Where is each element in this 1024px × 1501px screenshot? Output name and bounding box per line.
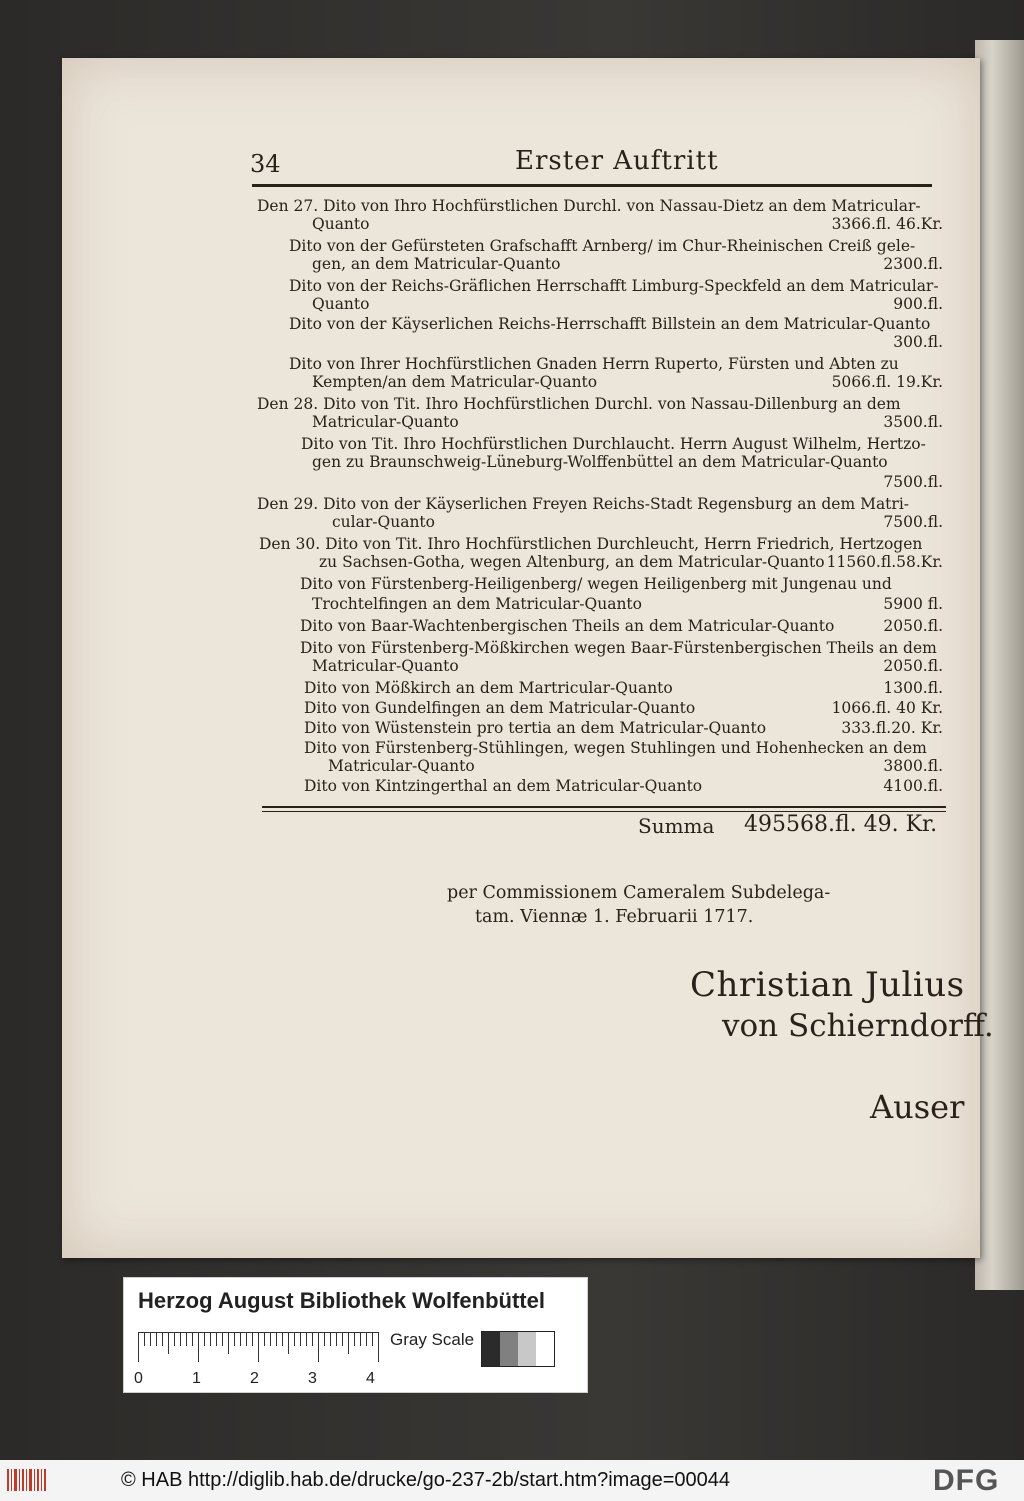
ruler-tick — [156, 1332, 157, 1346]
catchword: Auser — [870, 1088, 965, 1126]
ruler-tick — [264, 1332, 265, 1346]
next-page-edge — [975, 40, 1024, 1290]
ruler-tick — [216, 1332, 217, 1346]
ruler-tick — [306, 1332, 307, 1346]
entry-line: Quanto — [312, 295, 370, 313]
ruler-tick — [252, 1332, 253, 1346]
copyright-url[interactable]: © HAB http://diglib.hab.de/drucke/go-237-2b/start.htm?image=00044 — [121, 1469, 730, 1491]
ruler-tick — [192, 1332, 193, 1346]
summa-label: Summa — [638, 814, 715, 838]
library-label-card — [123, 1277, 588, 1393]
ruler-number: 3 — [308, 1370, 317, 1387]
ruler-tick — [180, 1332, 181, 1346]
library-name: Herzog August Bibliothek Wolfenbüttel — [138, 1288, 545, 1313]
entry-line: Den 28. Dito von Tit. Ihro Hochfürstlichen Durchl. von Nassau-Dillenburg an dem — [257, 395, 901, 413]
entry-amount: 3500.fl. — [883, 413, 943, 431]
ruler-tick — [174, 1332, 175, 1346]
header-rule — [252, 184, 932, 187]
entry-line: Dito von Fürstenberg-Heiligenberg/ wegen Heiligenberg mit Jungenau und — [300, 575, 892, 593]
ruler-tick — [366, 1332, 367, 1346]
entry-amount: 2050.fl. — [883, 657, 943, 675]
entry-line: Kempten/an dem Matricular-Quanto — [312, 373, 598, 391]
entry-amount: 7500.fl. — [883, 513, 943, 531]
ruler-tick — [150, 1332, 151, 1346]
ruler-tick — [270, 1332, 271, 1346]
ruler-number: 0 — [134, 1370, 143, 1387]
running-head: Erster Auftritt — [515, 146, 719, 176]
entry-line: zu Sachsen-Gotha, wegen Altenburg, an dem Matricular-Quanto — [319, 553, 825, 571]
entry-line: Dito von Ihrer Hochfürstlichen Gnaden Herrn Ruperto, Fürsten und Abten zu — [289, 355, 899, 373]
entry-amount: 11560.fl.58.Kr. — [826, 553, 943, 571]
entry-line: Dito von Wüstenstein pro tertia an dem Matricular-Quanto — [304, 719, 767, 737]
ruler-tick — [258, 1332, 259, 1362]
entry-amount: 3800.fl. — [883, 757, 943, 775]
signature-name: Christian Julius — [690, 965, 965, 1005]
entry-amount: 333.fl.20. Kr. — [841, 719, 943, 737]
ruler-number: 2 — [250, 1370, 259, 1387]
ruler-tick — [246, 1332, 247, 1346]
entry-line: Quanto — [312, 215, 370, 233]
entry-line: Den 29. Dito von der Käyserlichen Freyen Reichs-Stadt Regensburg an dem Matri- — [257, 495, 910, 513]
entry-line: Matricular-Quanto — [328, 757, 475, 775]
entry-line: gen zu Braunschweig-Lüneburg-Wolffenbüttel an dem Matricular-Quanto — [312, 453, 888, 471]
commission-line-1: per Commissionem Cameralem Subdelega- — [447, 883, 831, 903]
entry-line: Dito von Gundelfingen an dem Matricular-Quanto — [304, 699, 696, 717]
signature-surname: von Schierndorff. — [722, 1008, 994, 1044]
ruler-tick — [228, 1332, 229, 1354]
ruler-tick — [348, 1332, 349, 1354]
ruler-tick — [198, 1332, 199, 1362]
ruler-tick — [234, 1332, 235, 1346]
entry-line: Trochtelfingen an dem Matricular-Quanto — [312, 595, 642, 613]
total-rule — [262, 806, 946, 808]
ruler-tick — [378, 1332, 379, 1362]
entry-amount: 1066.fl. 40 Kr. — [831, 699, 943, 717]
ruler-tick — [360, 1332, 361, 1346]
ruler-tick — [138, 1332, 139, 1362]
entry-line: Dito von der Käyserlichen Reichs-Herrschafft Billstein an dem Matricular-Quanto — [289, 315, 931, 333]
ruler-tick — [330, 1332, 331, 1346]
gray-swatch — [518, 1332, 536, 1366]
commission-line-2: tam. Viennæ 1. Februarii 1717. — [475, 907, 754, 927]
ruler-number: 4 — [366, 1370, 375, 1387]
ruler-tick — [282, 1332, 283, 1346]
entry-amount: 5900 fl. — [883, 595, 943, 613]
dfg-logo: DFG — [933, 1464, 1000, 1497]
entry-amount: 900.fl. — [893, 295, 943, 313]
entry-line: gen, an dem Matricular-Quanto — [312, 255, 561, 273]
ruler-tick — [300, 1332, 301, 1346]
entry-line: Dito von Mößkirch an dem Martricular-Quanto — [304, 679, 673, 697]
entry-amount: 1300.fl. — [883, 679, 943, 697]
entry-line: cular-Quanto — [332, 513, 435, 531]
ruler-tick — [288, 1332, 289, 1354]
grayscale-swatches — [481, 1331, 555, 1367]
entry-line: Matricular-Quanto — [312, 657, 459, 675]
page-number: 34 — [250, 150, 281, 178]
entry-amount: 2300.fl. — [883, 255, 943, 273]
entry-line: Dito von Kintzingerthal an dem Matricular-Quanto — [304, 777, 703, 795]
barcode-icon — [6, 1466, 48, 1494]
entry-amount: 7500.fl. — [883, 473, 943, 491]
gray-swatch — [500, 1332, 518, 1366]
ruler-tick — [222, 1332, 223, 1346]
ruler-tick — [168, 1332, 169, 1354]
ruler-tick — [294, 1332, 295, 1346]
summa-value: 495568.fl. 49. Kr. — [744, 812, 938, 837]
ruler-tick — [312, 1332, 313, 1346]
entry-amount: 3366.fl. 46.Kr. — [831, 215, 943, 233]
gray-swatch — [482, 1332, 500, 1366]
entry-amount: 4100.fl. — [883, 777, 943, 795]
ruler-tick — [336, 1332, 337, 1346]
ruler-tick — [318, 1332, 319, 1362]
ruler-number: 1 — [192, 1370, 201, 1387]
footer-bar — [0, 1460, 1024, 1501]
ruler-tick — [276, 1332, 277, 1346]
entry-line: Dito von der Reichs-Gräflichen Herrschafft Limburg-Speckfeld an dem Matricular- — [289, 277, 939, 295]
entry-amount: 2050.fl. — [883, 617, 943, 635]
grayscale-label: Gray Scale — [390, 1330, 475, 1349]
entry-amount: 5066.fl. 19.Kr. — [831, 373, 943, 391]
ruler-tick — [342, 1332, 343, 1346]
ruler-tick — [354, 1332, 355, 1346]
ruler-tick — [210, 1332, 211, 1346]
entry-amount: 300.fl. — [893, 333, 943, 351]
ruler-tick — [240, 1332, 241, 1346]
ruler-tick — [186, 1332, 187, 1346]
gray-swatch — [536, 1332, 554, 1366]
ruler-tick — [162, 1332, 163, 1346]
entry-line: Matricular-Quanto — [312, 413, 459, 431]
ruler-tick — [372, 1332, 373, 1346]
entry-line: Dito von Baar-Wachtenbergischen Theils an dem Matricular-Quanto — [300, 617, 835, 635]
entry-line: Dito von Fürstenberg-Mößkirchen wegen Baar-Fürstenbergischen Theils an dem — [300, 639, 937, 657]
ruler-tick — [144, 1332, 145, 1346]
entry-line: Dito von Fürstenberg-Stühlingen, wegen Stuhlingen und Hohenhecken an dem — [304, 739, 927, 757]
entry-line: Dito von Tit. Ihro Hochfürstlichen Durchlaucht. Herrn August Wilhelm, Hertzo- — [301, 435, 926, 453]
ruler-tick — [324, 1332, 325, 1346]
ruler-tick — [204, 1332, 205, 1346]
measurement-ruler — [138, 1332, 378, 1366]
entry-line: Den 27. Dito von Ihro Hochfürstlichen Durchl. von Nassau-Dietz an dem Matricular- — [257, 197, 921, 215]
entry-line: Den 30. Dito von Tit. Ihro Hochfürstlichen Durchleucht, Herrn Friedrich, Hertzogen — [259, 535, 923, 553]
entry-line: Dito von der Gefürsteten Grafschafft Arnberg/ im Chur-Rheinischen Creiß gele- — [289, 237, 916, 255]
